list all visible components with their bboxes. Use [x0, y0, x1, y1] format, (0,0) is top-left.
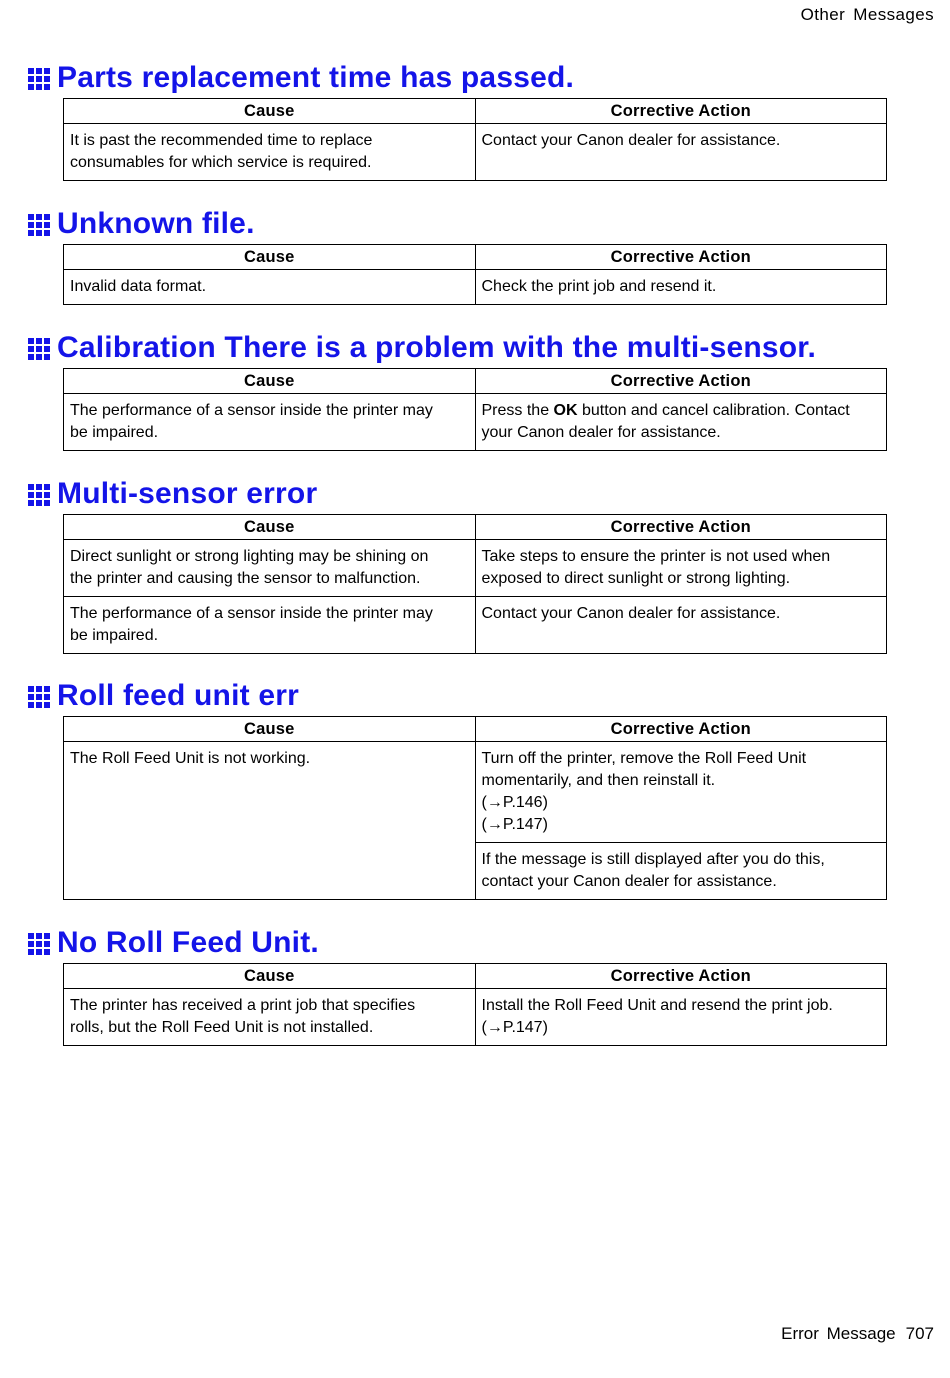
- table-header-row: [64, 515, 887, 540]
- message-table: [63, 98, 887, 181]
- action-cell: [475, 843, 887, 900]
- action-cell: [475, 540, 887, 597]
- cause-text: The performance of a sensor inside the printer may: [70, 402, 433, 419]
- cause-cell: [64, 742, 476, 900]
- action-text: exposed to direct sunlight or strong lighting.: [481, 570, 791, 587]
- grid-icon: [28, 686, 50, 708]
- grid-icon: [28, 933, 50, 955]
- action-text: Install the Roll Feed Unit and resend the print job.: [481, 997, 833, 1014]
- cause-header: Cause: [64, 515, 476, 540]
- cause-text: The printer has received a print job that specifies: [70, 997, 416, 1014]
- cause-text: the printer and causing the sensor to malfunction.: [70, 570, 421, 587]
- section-no-roll-feed-unit: [28, 923, 888, 1046]
- table-row: [64, 270, 887, 305]
- action-cell: [475, 394, 887, 451]
- cause-header: Cause: [64, 964, 476, 989]
- table-header-row: [64, 964, 887, 989]
- section-title-text: Roll feed unit err: [57, 679, 299, 712]
- grid-icon: [28, 338, 50, 360]
- cause-text: be impaired.: [70, 627, 159, 644]
- action-text: momentarily, and then reinstall it.: [481, 772, 716, 789]
- footer-label: Error Message: [781, 1324, 896, 1343]
- section-title-text: Multi-sensor error: [57, 477, 318, 510]
- grid-icon: [28, 214, 50, 236]
- section-unknown-file: [28, 204, 888, 305]
- table-row: [64, 124, 887, 181]
- section-heading: [28, 923, 888, 963]
- cause-text: Invalid data format.: [70, 278, 207, 295]
- page-reference: (→P.146): [481, 794, 548, 811]
- action-cell: [475, 597, 887, 654]
- cause-cell: [64, 124, 476, 181]
- cause-text: The performance of a sensor inside the printer may: [70, 605, 433, 622]
- section-title-text: Parts replacement time has passed.: [57, 61, 575, 94]
- section-parts-replacement: [28, 58, 888, 181]
- action-header: Corrective Action: [475, 99, 887, 124]
- section-heading: [28, 58, 888, 98]
- action-text: Check the print job and resend it.: [481, 278, 717, 295]
- table-row: [64, 394, 887, 451]
- action-cell: [475, 742, 887, 843]
- table-row: [64, 989, 887, 1046]
- action-header: Corrective Action: [475, 369, 887, 394]
- section-heading: [28, 676, 888, 716]
- page-reference: (→P.147): [481, 1019, 548, 1036]
- cause-text: It is past the recommended time to replace: [70, 132, 373, 149]
- cause-text: be impaired.: [70, 424, 159, 441]
- page-reference: (→P.147): [481, 816, 548, 833]
- action-text: Take steps to ensure the printer is not used when: [481, 548, 831, 565]
- section-heading: [28, 328, 888, 368]
- action-text: Contact your Canon dealer for assistance.: [481, 132, 781, 149]
- table-row: [64, 742, 887, 843]
- table-row: [64, 540, 887, 597]
- grid-icon: [28, 484, 50, 506]
- action-text-post: button and cancel calibration. Contact: [577, 402, 850, 419]
- cause-header: Cause: [64, 245, 476, 270]
- cause-text: Direct sunlight or strong lighting may be shining on: [70, 548, 429, 565]
- table-row: [64, 597, 887, 654]
- message-table: [63, 716, 887, 900]
- section-heading: [28, 204, 888, 244]
- cause-header: Cause: [64, 717, 476, 742]
- message-table: [63, 244, 887, 305]
- section-roll-feed-unit-err: [28, 676, 888, 900]
- cause-text: consumables for which service is required.: [70, 154, 372, 171]
- page-number: 707: [905, 1324, 934, 1343]
- table-header-row: [64, 99, 887, 124]
- action-cell: [475, 270, 887, 305]
- running-footer: [781, 1324, 934, 1344]
- action-header: Corrective Action: [475, 515, 887, 540]
- running-header: Other Messages: [800, 5, 934, 24]
- action-header: Corrective Action: [475, 964, 887, 989]
- section-title-text: Calibration There is a problem with the multi-sensor.: [57, 331, 817, 364]
- section-title-text: No Roll Feed Unit.: [57, 926, 319, 959]
- message-table: [63, 368, 887, 451]
- table-header-row: [64, 369, 887, 394]
- action-text: Turn off the printer, remove the Roll Feed Unit: [481, 750, 807, 767]
- grid-icon: [28, 68, 50, 90]
- section-title-text: Unknown file.: [57, 207, 255, 240]
- action-text: [482, 400, 882, 422]
- cause-cell: [64, 394, 476, 451]
- table-header-row: [64, 717, 887, 742]
- section-multi-sensor-error: [28, 474, 888, 654]
- section-heading: [28, 474, 888, 514]
- table-header-row: [64, 245, 887, 270]
- action-header: Corrective Action: [475, 717, 887, 742]
- action-text: contact your Canon dealer for assistance.: [481, 873, 777, 890]
- cause-cell: [64, 597, 476, 654]
- cause-cell: [64, 989, 476, 1046]
- action-text: If the message is still displayed after you do this,: [481, 851, 825, 868]
- action-text: your Canon dealer for assistance.: [481, 424, 721, 441]
- cause-text: rolls, but the Roll Feed Unit is not installed.: [70, 1019, 374, 1036]
- action-text: Contact your Canon dealer for assistance.: [481, 605, 781, 622]
- ok-button-label: OK: [553, 402, 578, 419]
- cause-cell: [64, 270, 476, 305]
- action-text-pre: Press the: [481, 402, 554, 419]
- message-table: [63, 963, 887, 1046]
- cause-header: Cause: [64, 99, 476, 124]
- action-header: Corrective Action: [475, 245, 887, 270]
- action-cell: [475, 989, 887, 1046]
- action-cell: [475, 124, 887, 181]
- section-calibration-multi-sensor: [28, 328, 888, 451]
- cause-header: Cause: [64, 369, 476, 394]
- cause-text: The Roll Feed Unit is not working.: [70, 750, 311, 767]
- cause-cell: [64, 540, 476, 597]
- message-table: [63, 514, 887, 654]
